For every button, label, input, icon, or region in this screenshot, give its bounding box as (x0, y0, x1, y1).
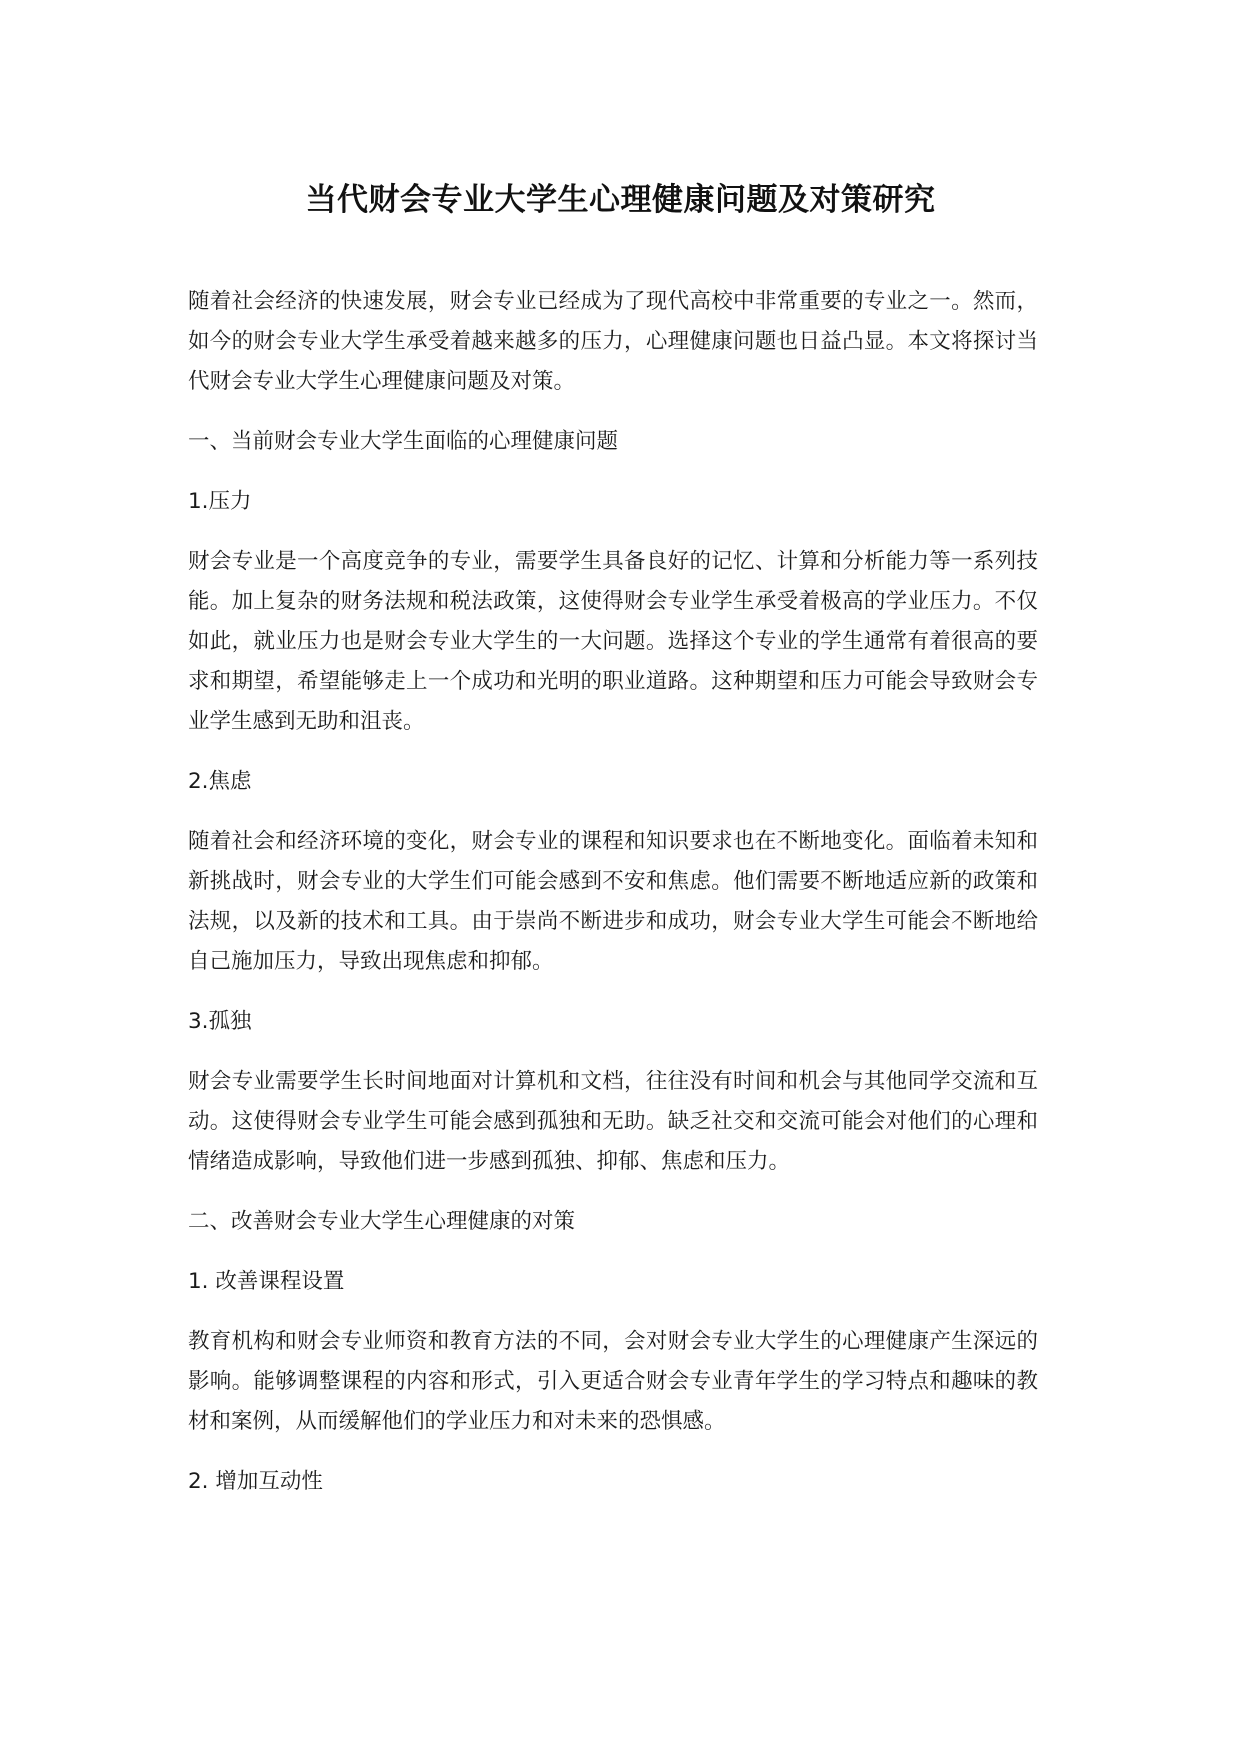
subheading-anxiety: 2.焦虑 (188, 769, 252, 794)
subheading-loneliness: 3.孤独 (188, 1009, 252, 1034)
paragraph-loneliness: 财会专业需要学生长时间地面对计算机和文档，往往没有时间和机会与其他同学交流和互动。这使得财会专业学生可能会感到孤独和无助。缺乏社交和交流可能会对他们的心理和情绪造成影响，导致他们进一步感到孤独、抑郁、焦虑和压力。 (188, 1069, 1038, 1174)
section-1-heading: 一、当前财会专业大学生面临的心理健康问题 (188, 429, 619, 454)
paragraph-anxiety: 随着社会和经济环境的变化，财会专业的课程和知识要求也在不断地变化。面临着未知和新挑战时，财会专业的大学生们可能会感到不安和焦虑。他们需要不断地适应新的政策和法规，以及新的技术和工具。由于崇尚不断进步和成功，财会专业大学生可能会不断地给自己施加压力，导致出现焦虑和抑郁。 (188, 829, 1038, 974)
paragraph-curriculum: 教育机构和财会专业师资和教育方法的不同，会对财会专业大学生的心理健康产生深远的影响。能够调整课程的内容和形式，引入更适合财会专业青年学生的学习特点和趣味的教材和案例，从而缓解他们的学业压力和对未来的恐惧感。 (188, 1329, 1038, 1434)
subheading-pressure: 1.压力 (188, 489, 252, 514)
subheading-interaction: 2. 增加互动性 (188, 1469, 323, 1494)
document-title: 当代财会专业大学生心理健康问题及对策研究 (305, 182, 936, 218)
intro-paragraph: 随着社会经济的快速发展，财会专业已经成为了现代高校中非常重要的专业之一。然而，如今的财会专业大学生承受着越来越多的压力，心理健康问题也日益凸显。本文将探讨当代财会专业大学生心理健康问题及对策。 (188, 289, 1038, 394)
document-body (188, 282, 1038, 1522)
paragraph-pressure: 财会专业是一个高度竞争的专业，需要学生具备良好的记忆、计算和分析能力等一系列技能。加上复杂的财务法规和税法政策，这使得财会专业学生承受着极高的学业压力。不仅如此，就业压力也是财会专业大学生的一大问题。选择这个专业的学生通常有着很高的要求和期望，希望能够走上一个成功和光明的职业道路。这种期望和压力可能会导致财会专业学生感到无助和沮丧。 (188, 549, 1038, 734)
subheading-curriculum: 1. 改善课程设置 (188, 1269, 345, 1294)
section-2-heading: 二、改善财会专业大学生心理健康的对策 (188, 1209, 576, 1234)
